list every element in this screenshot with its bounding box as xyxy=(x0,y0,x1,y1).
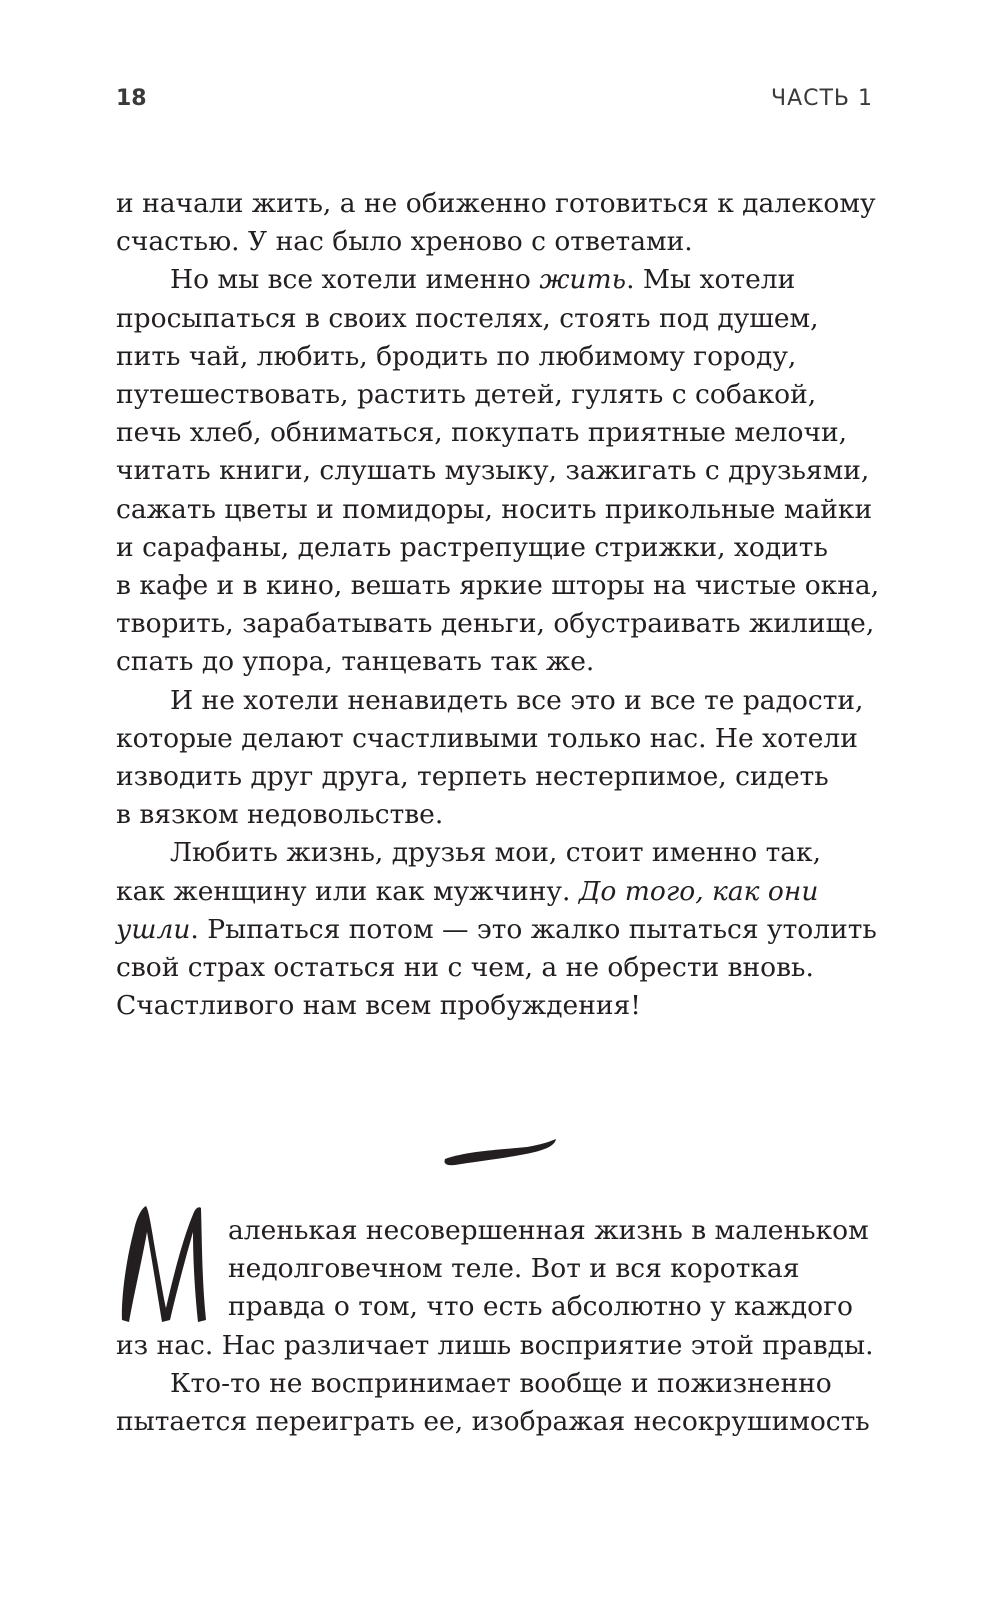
text-line xyxy=(116,414,881,452)
text-line xyxy=(116,987,881,1025)
text-line xyxy=(116,873,881,911)
italic-text: До того, как они xyxy=(578,875,819,907)
text-line xyxy=(116,949,881,987)
text-line xyxy=(116,1327,881,1365)
text-line xyxy=(116,338,881,376)
text-line xyxy=(116,1365,881,1403)
text-segment: печь хлеб, обниматься, покупать приятные мелочи, xyxy=(116,417,848,449)
text-line xyxy=(116,1288,881,1326)
text-segment: творить, зарабатывать деньги, обустраивать жилище, xyxy=(116,608,875,640)
drop-cap-letter xyxy=(112,1202,212,1328)
text-segment: просыпаться в своих постелях, стоять под душем, xyxy=(116,302,819,334)
text-line xyxy=(116,796,881,834)
text-line xyxy=(116,834,881,872)
text-line xyxy=(116,185,881,223)
text-line xyxy=(116,1403,881,1441)
text-line xyxy=(116,1212,881,1250)
page-number: 18 xyxy=(116,86,147,111)
text-line xyxy=(116,529,881,567)
page-header xyxy=(116,86,873,120)
text-segment: и сарафаны, делать растрепущие стрижки, ходить xyxy=(116,531,828,563)
body-text xyxy=(116,185,881,1025)
text-segment: аленькая несовершенная жизнь в маленьком xyxy=(228,1215,869,1246)
text-line xyxy=(116,452,881,490)
text-segment: как женщину или как мужчину. xyxy=(116,875,579,907)
text-segment: И не хотели ненавидеть все это и все те радости, xyxy=(170,684,864,716)
text-line xyxy=(116,605,881,643)
text-segment: изводить друг друга, терпеть нестерпимое, сидеть xyxy=(116,761,829,793)
text-line xyxy=(116,720,881,758)
text-line xyxy=(116,491,881,529)
text-segment: счастью. У нас было хреново с ответами. xyxy=(116,226,693,258)
text-line xyxy=(116,682,881,720)
text-segment: . Мы хотели xyxy=(626,264,796,296)
text-line xyxy=(116,567,881,605)
text-segment: . Рыпаться потом — это жалко пытаться утолить xyxy=(190,913,877,945)
text-segment: читать книги, слушать музыку, зажигать с друзьями, xyxy=(116,455,870,487)
section2-text xyxy=(116,1212,881,1441)
italic-text: жить xyxy=(539,264,627,296)
text-segment: Любить жизнь, друзья мои, стоит именно так, xyxy=(170,837,822,869)
text-line xyxy=(116,643,881,681)
text-segment: пытается переиграть ее, изображая несокрушимость xyxy=(116,1406,870,1438)
text-line xyxy=(116,261,881,299)
text-segment: из нас. Нас различает лишь восприятие этой правды. xyxy=(116,1329,874,1361)
text-line xyxy=(116,911,881,949)
text-line xyxy=(116,300,881,338)
text-segment: спать до упора, танцевать так же. xyxy=(116,646,595,678)
text-segment: Счастливого нам всем пробуждения! xyxy=(116,990,641,1022)
text-line xyxy=(116,376,881,414)
text-segment: в вязком недовольстве. xyxy=(116,799,444,831)
text-segment: Но мы все хотели именно xyxy=(170,264,540,296)
text-segment: недолговечном теле. Вот и вся короткая xyxy=(228,1253,800,1285)
italic-text: ушли xyxy=(116,913,191,945)
text-segment: и начали жить, а не обиженно готовиться к далекому xyxy=(116,188,876,219)
text-line xyxy=(116,758,881,796)
text-segment: сажать цветы и помидоры, носить прикольные майки xyxy=(116,493,873,525)
running-head: ЧАСТЬ 1 xyxy=(770,86,873,111)
text-line xyxy=(116,223,881,261)
text-segment: Кто-то не воспринимает вообще и пожизненно xyxy=(170,1367,832,1399)
section-divider-brushstroke xyxy=(443,1137,559,1167)
text-line xyxy=(116,1250,881,1288)
text-segment: путешествовать, растить детей, гулять с собакой, xyxy=(116,379,817,411)
text-segment: свой страх остаться ни с чем, а не обрести вновь. xyxy=(116,952,814,984)
text-segment: пить чай, любить, бродить по любимому городу, xyxy=(116,340,797,372)
text-segment: которые делают счастливыми только нас. Не хотели xyxy=(116,722,858,754)
text-segment: в кафе и в кино, вешать яркие шторы на чистые окна, xyxy=(116,570,880,602)
text-segment: правда о том, что есть абсолютно у каждого xyxy=(228,1291,853,1323)
